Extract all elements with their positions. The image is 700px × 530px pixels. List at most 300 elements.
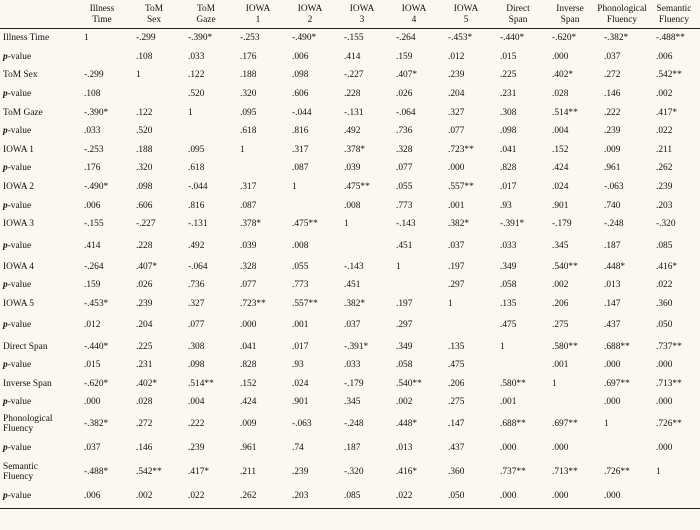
column-header: IOWA 5 bbox=[453, 4, 479, 25]
pvalue-cell: .424 bbox=[240, 397, 257, 408]
pvalue-row bbox=[0, 393, 700, 412]
pvalue-cell: .108 bbox=[84, 89, 101, 100]
pvalue-label-p: p bbox=[3, 442, 8, 453]
pvalue-row bbox=[0, 196, 700, 215]
correlation-cell: .135 bbox=[448, 341, 465, 352]
correlation-cell: -.064 bbox=[188, 261, 208, 272]
correlation-cell: .225 bbox=[500, 70, 517, 81]
pvalue-cell: .74 bbox=[292, 442, 304, 453]
pvalue-cell: .345 bbox=[552, 240, 569, 251]
correlation-cell: .328 bbox=[396, 144, 413, 155]
pvalue-cell bbox=[284, 196, 336, 215]
correlation-cell: -.044 bbox=[292, 107, 312, 118]
correlation-cell: -.391* bbox=[500, 219, 525, 230]
correlation-cell: .272 bbox=[136, 418, 153, 429]
correlation-cell: .514** bbox=[552, 107, 578, 118]
pvalue-label-p: p bbox=[3, 280, 8, 291]
pvalue-label bbox=[0, 393, 76, 412]
pvalue-cell: .015 bbox=[500, 51, 517, 62]
pvalue-label-p: p bbox=[3, 89, 8, 100]
pvalue-cell bbox=[388, 276, 440, 295]
pvalue-cell: .026 bbox=[136, 280, 153, 291]
correlation-cell: .197 bbox=[448, 261, 465, 272]
pvalue-cell: .087 bbox=[240, 200, 257, 211]
pvalue-cell: .414 bbox=[344, 51, 361, 62]
pvalue-cell: .203 bbox=[292, 490, 309, 501]
pvalue-label bbox=[0, 436, 76, 460]
correlation-cell: .009 bbox=[604, 144, 621, 155]
correlation-cell: .737** bbox=[500, 466, 526, 477]
correlation-cell: 1 bbox=[448, 299, 453, 310]
correlation-cell: -.488** bbox=[656, 33, 685, 44]
pvalue-cell: .037 bbox=[448, 240, 465, 251]
correlation-cell: .475** bbox=[292, 219, 318, 230]
pvalue-cell: .187 bbox=[604, 240, 621, 251]
pvalue-cell: .492 bbox=[188, 240, 205, 251]
pvalue-cell: .002 bbox=[136, 490, 153, 501]
correlation-cell: .697** bbox=[604, 378, 630, 389]
correlation-cell: .723** bbox=[448, 144, 474, 155]
correlation-cell: .095 bbox=[240, 107, 257, 118]
pvalue-cell bbox=[232, 159, 284, 178]
column-header: Illness Time bbox=[89, 4, 115, 25]
correlation-cell: .360 bbox=[448, 466, 465, 477]
correlation-cell: .222 bbox=[604, 107, 621, 118]
pvalue-cell: .520 bbox=[188, 89, 205, 100]
correlation-cell: .147 bbox=[448, 418, 465, 429]
pvalue-label bbox=[0, 484, 76, 509]
correlation-cell: .327 bbox=[188, 299, 205, 310]
correlation-cell: .580** bbox=[552, 341, 578, 352]
pvalue-cell: .828 bbox=[500, 163, 517, 174]
pvalue-cell: .098 bbox=[188, 360, 205, 371]
pvalue-cell: .008 bbox=[292, 240, 309, 251]
pvalue-cell: .475 bbox=[448, 360, 465, 371]
pvalue-row bbox=[0, 313, 700, 337]
pvalue-cell: .239 bbox=[604, 126, 621, 137]
pvalue-row bbox=[0, 276, 700, 295]
correlation-cell: -.179 bbox=[552, 219, 572, 230]
pvalue-cell: .159 bbox=[396, 51, 413, 62]
correlation-cell: .122 bbox=[136, 107, 153, 118]
correlation-cell: -.440* bbox=[84, 341, 109, 352]
pvalue-cell: .520 bbox=[136, 126, 153, 137]
correlation-cell: -.390* bbox=[188, 33, 213, 44]
correlation-cell: 1 bbox=[84, 33, 89, 44]
pvalue-cell bbox=[544, 393, 596, 412]
pvalue-row bbox=[0, 159, 700, 178]
correlation-cell: 1 bbox=[292, 182, 297, 193]
correlation-cell: .378* bbox=[344, 144, 366, 155]
pvalue-cell: .773 bbox=[396, 200, 413, 211]
pvalue-cell: .033 bbox=[344, 360, 361, 371]
pvalue-cell: .001 bbox=[500, 397, 517, 408]
correlation-cell: .349 bbox=[396, 341, 413, 352]
pvalue-label-rest: -value bbox=[7, 397, 32, 408]
pvalue-cell bbox=[648, 484, 700, 509]
pvalue-label bbox=[0, 85, 76, 104]
pvalue-cell: .187 bbox=[344, 442, 361, 453]
correlation-cell: .135 bbox=[500, 299, 517, 310]
pvalue-cell: .239 bbox=[188, 442, 205, 453]
correlation-cell: .382* bbox=[344, 299, 366, 310]
correlation-cell: -.490* bbox=[292, 33, 317, 44]
correlation-cell: -.063 bbox=[292, 418, 312, 429]
pvalue-cell: .320 bbox=[240, 89, 257, 100]
pvalue-label-rest: -value bbox=[7, 320, 32, 331]
pvalue-cell: .414 bbox=[84, 240, 101, 251]
correlation-cell: -.440* bbox=[500, 33, 525, 44]
pvalue-cell: .203 bbox=[656, 200, 673, 211]
pvalue-cell: .000 bbox=[500, 442, 517, 453]
correlation-cell: .095 bbox=[188, 144, 205, 155]
pvalue-row bbox=[0, 356, 700, 375]
pvalue-cell: .033 bbox=[84, 126, 101, 137]
correlation-cell: .378* bbox=[240, 219, 262, 230]
correlation-cell: .211 bbox=[656, 144, 673, 155]
pvalue-cell bbox=[128, 85, 180, 104]
pvalue-cell: .297 bbox=[396, 320, 413, 331]
pvalue-cell bbox=[440, 313, 492, 337]
column-header: IOWA 1 bbox=[245, 4, 271, 25]
pvalue-cell: .033 bbox=[188, 51, 205, 62]
correlation-cell: 1 bbox=[604, 418, 609, 429]
correlation-cell: -.131 bbox=[188, 219, 208, 230]
pvalue-cell: .451 bbox=[396, 240, 413, 251]
correlation-cell: -.320 bbox=[656, 219, 676, 230]
pvalue-cell: .004 bbox=[552, 126, 569, 137]
correlation-cell: 1 bbox=[656, 466, 661, 477]
pvalue-cell: .050 bbox=[656, 320, 673, 331]
row-label: IOWA 3 bbox=[3, 219, 34, 230]
pvalue-label-rest: -value bbox=[7, 200, 32, 211]
correlation-cell: .024 bbox=[552, 182, 569, 193]
pvalue-cell: .231 bbox=[136, 360, 153, 371]
pvalue-cell: .006 bbox=[656, 51, 673, 62]
correlation-cell: -.264 bbox=[84, 261, 104, 272]
correlation-table bbox=[0, 2, 700, 509]
pvalue-cell: .001 bbox=[292, 320, 309, 331]
correlation-cell: .211 bbox=[240, 466, 257, 477]
table-body bbox=[0, 29, 700, 509]
correlation-cell: .222 bbox=[188, 418, 205, 429]
row-label: IOWA 1 bbox=[3, 144, 34, 155]
pvalue-cell: .159 bbox=[84, 280, 101, 291]
pvalue-cell: .077 bbox=[448, 126, 465, 137]
table-row bbox=[0, 337, 700, 356]
column-header: Direct Span bbox=[506, 4, 530, 25]
correlation-cell: .041 bbox=[240, 341, 257, 352]
pvalue-cell: .451 bbox=[344, 280, 361, 291]
pvalue-label-p: p bbox=[3, 240, 8, 251]
pvalue-cell bbox=[180, 122, 232, 141]
row-label: IOWA 5 bbox=[3, 299, 34, 310]
pvalue-cell: .028 bbox=[136, 397, 153, 408]
row-label: Direct Span bbox=[3, 341, 48, 352]
correlation-cell: -.264 bbox=[396, 33, 416, 44]
pvalue-label bbox=[0, 276, 76, 295]
pvalue-label-rest: -value bbox=[7, 126, 32, 137]
corner-cell bbox=[0, 2, 76, 29]
correlation-cell: .540** bbox=[396, 378, 422, 389]
pvalue-cell: .002 bbox=[396, 397, 413, 408]
pvalue-cell: .008 bbox=[344, 200, 361, 211]
correlation-cell: .402* bbox=[552, 70, 574, 81]
correlation-cell: -.253 bbox=[240, 33, 260, 44]
pvalue-label-p: p bbox=[3, 360, 8, 371]
pvalue-cell: .087 bbox=[292, 163, 309, 174]
correlation-cell: .557** bbox=[448, 182, 474, 193]
correlation-cell: .542** bbox=[136, 466, 162, 477]
pvalue-label bbox=[0, 313, 76, 337]
correlation-cell: 1 bbox=[396, 261, 401, 272]
correlation-cell: .557** bbox=[292, 299, 318, 310]
pvalue-cell: .275 bbox=[552, 320, 569, 331]
pvalue-cell: .077 bbox=[188, 320, 205, 331]
pvalue-label-rest: -value bbox=[7, 51, 32, 62]
pvalue-cell: .085 bbox=[344, 490, 361, 501]
correlation-cell: .024 bbox=[292, 378, 309, 389]
pvalue-cell: .012 bbox=[448, 51, 465, 62]
pvalue-cell: .345 bbox=[344, 397, 361, 408]
pvalue-label bbox=[0, 159, 76, 178]
correlation-cell: .688** bbox=[604, 341, 630, 352]
correlation-cell: 1 bbox=[500, 341, 505, 352]
correlation-cell: .317 bbox=[292, 144, 309, 155]
pvalue-cell: .204 bbox=[136, 320, 153, 331]
pvalue-label bbox=[0, 234, 76, 258]
table-row bbox=[0, 215, 700, 234]
pvalue-cell: .098 bbox=[500, 126, 517, 137]
pvalue-cell: .000 bbox=[552, 51, 569, 62]
pvalue-cell: .006 bbox=[84, 200, 101, 211]
pvalue-cell bbox=[492, 356, 544, 375]
pvalue-cell: .176 bbox=[84, 163, 101, 174]
correlation-cell: .055 bbox=[292, 261, 309, 272]
row-label: Phonological Fluency bbox=[3, 413, 53, 434]
pvalue-cell: .816 bbox=[188, 200, 205, 211]
pvalue-row bbox=[0, 122, 700, 141]
correlation-cell: .197 bbox=[396, 299, 413, 310]
correlation-cell: 1 bbox=[188, 107, 193, 118]
pvalue-cell: .000 bbox=[552, 442, 569, 453]
correlation-cell: .360 bbox=[656, 299, 673, 310]
column-header: IOWA 2 bbox=[297, 4, 323, 25]
correlation-cell: -.248 bbox=[344, 418, 364, 429]
pvalue-cell: .039 bbox=[344, 163, 361, 174]
correlation-cell: -.063 bbox=[604, 182, 624, 193]
correlation-cell: .239 bbox=[656, 182, 673, 193]
correlation-cell: .152 bbox=[552, 144, 569, 155]
pvalue-cell: .475 bbox=[500, 320, 517, 331]
correlation-cell: .041 bbox=[500, 144, 517, 155]
correlation-cell: .239 bbox=[292, 466, 309, 477]
correlation-cell: .017 bbox=[292, 341, 309, 352]
correlation-cell: -.488* bbox=[84, 466, 109, 477]
pvalue-label bbox=[0, 196, 76, 215]
pvalue-cell: .033 bbox=[500, 240, 517, 251]
pvalue-cell: .816 bbox=[292, 126, 309, 137]
pvalue-cell: .022 bbox=[396, 490, 413, 501]
pvalue-cell: .297 bbox=[448, 280, 465, 291]
correlation-cell: .713** bbox=[656, 378, 682, 389]
pvalue-cell: .93 bbox=[500, 200, 512, 211]
correlation-cell: .713** bbox=[552, 466, 578, 477]
column-header: Phonological Fluency bbox=[597, 4, 647, 25]
pvalue-cell: .022 bbox=[656, 126, 673, 137]
pvalue-label-rest: -value bbox=[7, 490, 32, 501]
pvalue-label-p: p bbox=[3, 320, 8, 331]
pvalue-cell: .828 bbox=[240, 360, 257, 371]
correlation-cell: -.620* bbox=[84, 378, 109, 389]
correlation-cell: .122 bbox=[188, 70, 205, 81]
pvalue-cell: .000 bbox=[240, 320, 257, 331]
pvalue-cell: .037 bbox=[84, 442, 101, 453]
correlation-cell: .188 bbox=[240, 70, 257, 81]
pvalue-cell: .000 bbox=[500, 490, 517, 501]
pvalue-cell: .901 bbox=[552, 200, 569, 211]
correlation-cell: .542** bbox=[656, 70, 682, 81]
pvalue-cell bbox=[596, 436, 648, 460]
correlation-cell: -.064 bbox=[396, 107, 416, 118]
correlation-cell: 1 bbox=[344, 219, 349, 230]
pvalue-cell: .022 bbox=[656, 280, 673, 291]
pvalue-cell: .740 bbox=[604, 200, 621, 211]
correlation-cell: -.390* bbox=[84, 107, 109, 118]
pvalue-cell: .606 bbox=[136, 200, 153, 211]
pvalue-cell: .262 bbox=[240, 490, 257, 501]
pvalue-cell: .000 bbox=[448, 163, 465, 174]
pvalue-cell: .437 bbox=[448, 442, 465, 453]
correlation-cell: -.490* bbox=[84, 182, 109, 193]
correlation-cell: .239 bbox=[448, 70, 465, 81]
header-row bbox=[0, 2, 700, 29]
correlation-cell: -.044 bbox=[188, 182, 208, 193]
correlation-cell: .726** bbox=[656, 418, 682, 429]
pvalue-cell: .262 bbox=[656, 163, 673, 174]
pvalue-cell: .002 bbox=[656, 89, 673, 100]
correlation-cell: -.453* bbox=[448, 33, 473, 44]
correlation-cell: .580** bbox=[500, 378, 526, 389]
pvalue-cell: .037 bbox=[344, 320, 361, 331]
table-row bbox=[0, 178, 700, 197]
correlation-cell: -.382* bbox=[604, 33, 629, 44]
correlation-cell: .407* bbox=[136, 261, 158, 272]
pvalue-label bbox=[0, 48, 76, 67]
pvalue-label-rest: -value bbox=[7, 89, 32, 100]
pvalue-cell: .000 bbox=[656, 360, 673, 371]
correlation-cell: .407* bbox=[396, 70, 418, 81]
table-row bbox=[0, 375, 700, 394]
correlation-cell: -.227 bbox=[344, 70, 364, 81]
pvalue-cell: .204 bbox=[448, 89, 465, 100]
pvalue-label bbox=[0, 356, 76, 375]
correlation-cell: .382* bbox=[448, 219, 470, 230]
column-header: ToM Sex bbox=[144, 4, 164, 25]
correlation-cell: .402* bbox=[136, 378, 158, 389]
table-row bbox=[0, 141, 700, 160]
correlation-cell: .723** bbox=[240, 299, 266, 310]
row-label: Illness Time bbox=[3, 33, 50, 44]
correlation-cell: .206 bbox=[448, 378, 465, 389]
pvalue-cell: .004 bbox=[188, 397, 205, 408]
correlation-cell: -.227 bbox=[136, 219, 156, 230]
pvalue-cell: .424 bbox=[552, 163, 569, 174]
pvalue-cell: .077 bbox=[396, 163, 413, 174]
pvalue-cell: .001 bbox=[448, 200, 465, 211]
correlation-cell: 1 bbox=[240, 144, 245, 155]
correlation-cell: -.248 bbox=[604, 219, 624, 230]
correlation-cell: -.143 bbox=[344, 261, 364, 272]
correlation-cell: -.131 bbox=[344, 107, 364, 118]
pvalue-label-rest: -value bbox=[7, 360, 32, 371]
pvalue-cell: .228 bbox=[344, 89, 361, 100]
correlation-cell: -.155 bbox=[84, 219, 104, 230]
pvalue-label-p: p bbox=[3, 490, 8, 501]
pvalue-cell: .022 bbox=[188, 490, 205, 501]
correlation-cell: .017 bbox=[500, 182, 517, 193]
correlation-cell: .239 bbox=[136, 299, 153, 310]
correlation-cell: .317 bbox=[240, 182, 257, 193]
pvalue-cell: .000 bbox=[604, 490, 621, 501]
correlation-cell: -.179 bbox=[344, 378, 364, 389]
correlation-cell: .688** bbox=[500, 418, 526, 429]
pvalue-cell: .228 bbox=[136, 240, 153, 251]
correlation-cell: 1 bbox=[552, 378, 557, 389]
pvalue-label-p: p bbox=[3, 163, 8, 174]
table-row bbox=[0, 412, 700, 436]
pvalue-cell: .736 bbox=[188, 280, 205, 291]
pvalue-cell: .000 bbox=[656, 442, 673, 453]
pvalue-cell: .013 bbox=[604, 280, 621, 291]
pvalue-cell: .231 bbox=[500, 89, 517, 100]
pvalue-cell: .000 bbox=[84, 397, 101, 408]
correlation-cell: .152 bbox=[240, 378, 257, 389]
correlation-cell: .349 bbox=[500, 261, 517, 272]
pvalue-row bbox=[0, 234, 700, 258]
pvalue-row bbox=[0, 436, 700, 460]
pvalue-cell: .492 bbox=[344, 126, 361, 137]
pvalue-cell: .000 bbox=[604, 360, 621, 371]
pvalue-row bbox=[0, 48, 700, 67]
correlation-cell: .308 bbox=[500, 107, 517, 118]
row-label: ToM Gaze bbox=[3, 107, 43, 118]
correlation-cell: .448* bbox=[396, 418, 418, 429]
pvalue-cell: .015 bbox=[84, 360, 101, 371]
correlation-cell: -.382* bbox=[84, 418, 109, 429]
column-header: ToM Gaze bbox=[196, 4, 216, 25]
pvalue-cell: .108 bbox=[136, 51, 153, 62]
pvalue-cell: .437 bbox=[604, 320, 621, 331]
pvalue-label-p: p bbox=[3, 200, 8, 211]
pvalue-cell: .901 bbox=[292, 397, 309, 408]
table-header bbox=[0, 2, 700, 29]
pvalue-row bbox=[0, 85, 700, 104]
correlation-cell: -.620* bbox=[552, 33, 577, 44]
correlation-cell: .098 bbox=[136, 182, 153, 193]
pvalue-label-rest: -value bbox=[7, 442, 32, 453]
table-row bbox=[0, 66, 700, 85]
correlation-cell: .416* bbox=[656, 261, 678, 272]
correlation-cell: .448* bbox=[604, 261, 626, 272]
row-label: Inverse Span bbox=[3, 378, 52, 389]
correlation-cell: .737** bbox=[656, 341, 682, 352]
correlation-cell: .308 bbox=[188, 341, 205, 352]
pvalue-cell: .058 bbox=[396, 360, 413, 371]
row-label: IOWA 2 bbox=[3, 182, 34, 193]
pvalue-cell: .085 bbox=[656, 240, 673, 251]
table-row bbox=[0, 295, 700, 314]
